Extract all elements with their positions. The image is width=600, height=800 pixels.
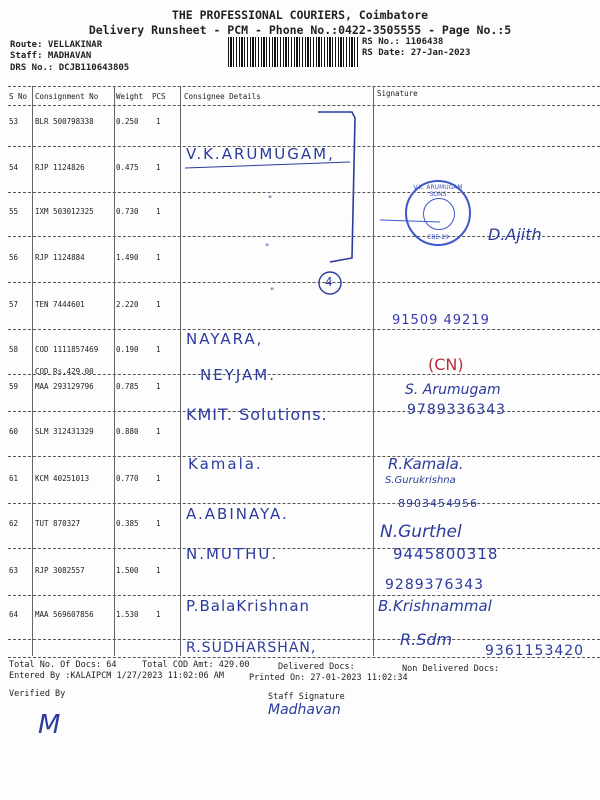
row-weight: 1.500 — [116, 566, 139, 575]
company-stamp — [405, 180, 471, 246]
printed-on: Printed On: 27-01-2023 11:02:34 — [249, 673, 408, 683]
verified-signature: M — [38, 710, 61, 740]
row-weight: 0.475 — [116, 163, 139, 172]
row-pcs: 1 — [156, 300, 161, 309]
row-pcs: 1 — [156, 207, 161, 216]
col-consignment: Consignment No — [35, 92, 99, 101]
row-consignment: KCM 40251013 — [35, 474, 90, 483]
row-consignment: BLR 500798338 — [35, 117, 94, 126]
phone-note: 91509 49219 — [392, 313, 490, 328]
bracket-mark — [318, 112, 355, 262]
row-pcs: 1 — [156, 117, 161, 126]
signature: R.Sdm — [400, 630, 453, 649]
consignee-name: P.BalaKrishnan — [186, 597, 311, 615]
consignee-name: NEYJAM. — [200, 366, 276, 384]
total-cod: Total COD Amt: 429.00 — [142, 660, 250, 670]
col-sno: S No — [9, 92, 28, 101]
row-weight: 0.785 — [116, 382, 139, 391]
staff-signature: Madhavan — [268, 702, 341, 718]
row-sno: 57 — [9, 300, 19, 309]
row-sno: 63 — [9, 566, 19, 575]
row-sno: 56 — [9, 253, 19, 262]
col-weight: Weight — [116, 92, 144, 101]
runsheet-subtitle: Delivery Runsheet - PCM - Phone No.:0422-3505555 - Page No.:5 — [88, 23, 512, 37]
row-sno: 53 — [9, 117, 19, 126]
col-pcs: PCS — [152, 92, 166, 101]
row-pcs: 1 — [156, 566, 161, 575]
row-cod-note: COD Rs.429.00 — [35, 367, 94, 376]
row-pcs: 1 — [156, 427, 161, 436]
row-sno: 64 — [9, 610, 19, 619]
row-sno: 59 — [9, 382, 19, 391]
row-consignment: RJP 1124826 — [35, 163, 85, 172]
signature: B.Krishnammal — [378, 597, 492, 615]
row-pcs: 1 — [156, 382, 161, 391]
row-sno: 62 — [9, 519, 19, 528]
row-pcs: 1 — [156, 253, 161, 262]
route-label: Route: VELLAKINAR — [10, 40, 103, 50]
row-consignment: COD 1111857469 — [35, 345, 99, 354]
consignee-name: KMIT. Solutions. — [186, 405, 328, 424]
row-consignment: MAA 293129796 — [35, 382, 94, 391]
consignee-name: Kamala. — [188, 455, 263, 473]
row-sno: 58 — [9, 345, 19, 354]
row-weight: 0.880 — [116, 427, 139, 436]
row-sno: 61 — [9, 474, 19, 483]
row-consignment: TEN 7444601 — [35, 300, 85, 309]
row-pcs: 1 — [156, 163, 161, 172]
consignee-name: R.SUDHARSHAN, — [186, 640, 317, 656]
row-sno: 55 — [9, 207, 19, 216]
consignee-name: N.MUTHU. — [186, 545, 279, 563]
row-weight: 2.220 — [116, 300, 139, 309]
col-consignee: Consignee Details — [184, 92, 261, 101]
row-weight: 0.770 — [116, 474, 139, 483]
signature: R.Kamala. — [388, 455, 464, 473]
signature: S. Arumugam — [405, 382, 501, 398]
consignee-name: A.ABINAYA. — [186, 505, 289, 523]
consignee-name: V.K.ARUMUGAM, — [186, 145, 335, 163]
count-mark: 4 — [325, 275, 333, 289]
signature: S.Gurukrishna — [385, 475, 456, 486]
stamp-emblem — [423, 198, 455, 230]
row-pcs: 1 — [156, 345, 161, 354]
row-sno: 54 — [9, 163, 19, 172]
phone-note: 9445800318 — [393, 545, 499, 563]
drs-number: DRS No.: DCJB110643805 — [10, 63, 130, 73]
stamp-city: CBE-29 — [427, 234, 449, 241]
delivered-docs: Delivered Docs: — [278, 662, 355, 672]
row-consignment: RJP 3082557 — [35, 566, 85, 575]
row-consignment: SLM 312431329 — [35, 427, 94, 436]
phone-note: 9289376343 — [385, 577, 485, 593]
row-sno: 60 — [9, 427, 19, 436]
row-consignment: MAA 569607856 — [35, 610, 94, 619]
ditto-mark: " — [265, 243, 270, 253]
ditto-mark: " — [270, 287, 275, 297]
row-weight: 1.530 — [116, 610, 139, 619]
verified-by-label: Verified By — [9, 689, 66, 699]
signature: N.Gurthel — [380, 522, 462, 542]
rs-number: RS No.: 1106438 — [362, 37, 444, 47]
row-consignment: TUT 870327 — [35, 519, 81, 528]
cn-note: (CN) — [428, 355, 464, 374]
non-delivered-docs: Non Delivered Docs: — [402, 664, 500, 674]
row-weight: 0.250 — [116, 117, 139, 126]
ditto-mark: " — [268, 195, 273, 205]
company-title: THE PROFESSIONAL COURIERS, Coimbatore — [171, 8, 429, 22]
row-consignment: RJP 1124884 — [35, 253, 85, 262]
row-weight: 0.190 — [116, 345, 139, 354]
signature: D.Ajith — [488, 225, 542, 244]
row-consignment: IXM 503012325 — [35, 207, 94, 216]
entered-by: Entered By :KALAIPCM 1/27/2023 11:02:06 AM — [9, 671, 224, 681]
staff-signature-label: Staff Signature — [268, 692, 345, 702]
row-pcs: 1 — [156, 519, 161, 528]
staff-label: Staff: MADHAVAN — [10, 51, 92, 61]
footer-rule — [8, 657, 600, 658]
row-weight: 0.730 — [116, 207, 139, 216]
row-pcs: 1 — [156, 610, 161, 619]
col-signature: Signature — [377, 89, 418, 98]
row-pcs: 1 — [156, 474, 161, 483]
row-weight: 1.490 — [116, 253, 139, 262]
rs-date: RS Date: 27-Jan-2023 — [362, 48, 471, 58]
total-docs: Total No. Of Docs: 64 — [9, 660, 117, 670]
row-weight: 0.385 — [116, 519, 139, 528]
phone-note: 9789336343 — [407, 402, 507, 418]
phone-note: 9361153420 — [485, 643, 585, 659]
consignee-name: NAYARA, — [186, 330, 264, 348]
phone-note: 8903454956 — [398, 497, 478, 510]
stamp-text: V.K. ARUMUGAM SONS — [413, 184, 463, 198]
